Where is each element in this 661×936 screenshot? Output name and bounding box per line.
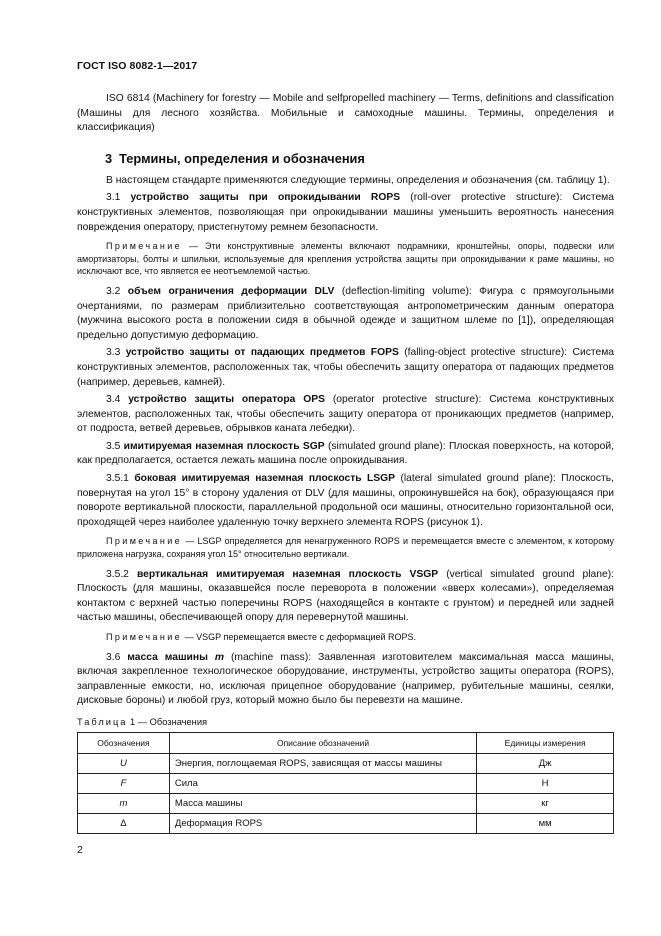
term-name: имитируемая наземная плоскость SGP	[123, 440, 325, 452]
term-3-4	[77, 393, 614, 437]
term-name: вертикальная имитируемая наземная плоскость VSGP	[136, 568, 439, 580]
description-cell: Сила	[169, 773, 476, 793]
note-3	[77, 631, 614, 644]
note-1	[77, 240, 614, 278]
column-header-symbol: Обозначения	[78, 732, 170, 753]
term-3-5-2	[77, 568, 614, 626]
note-2	[77, 535, 614, 560]
term-definition: (falling-object protective structure): Система конструктивных элементов, расположенных так, чтобы обеспечить защиту оператора от падающих предметов (например, деревьев, камней).	[77, 347, 614, 388]
term-number: 3.5.2	[106, 568, 129, 580]
table-row	[78, 773, 614, 793]
note-label: Примечание	[106, 536, 183, 547]
table-header-row	[78, 732, 614, 753]
term-definition: (machine mass): Заявленная изготовителем максимальная масса машины, включая закрепленное технологическое оборудование, инструменты, устройство защиты оператора (ROPS), заправленные емкости, но, исключая прицепное оборудование (например, рубительные машины, сеялки, дисковые бороны) и любой груз, который можно было бы перевезти на машине.	[77, 651, 614, 707]
symbol-cell: U	[78, 753, 170, 773]
term-3-1	[77, 191, 614, 235]
symbol-cell: m	[78, 793, 170, 813]
term-number: 3.6	[106, 651, 121, 663]
term-number: 3.5.1	[106, 473, 129, 485]
unit-cell: Дж	[477, 753, 614, 773]
page-number: 2	[77, 844, 83, 856]
term-number: 3.4	[106, 394, 121, 406]
note-label: Примечание	[106, 241, 183, 252]
unit-cell: кг	[477, 793, 614, 813]
term-name: устройство защиты от падающих предметов FOPS	[125, 347, 399, 359]
term-number: 3.5	[106, 440, 121, 452]
unit-cell: мм	[477, 813, 614, 833]
term-definition: (deflection-limiting volume): Фигура с прямоугольными очертаниями, по размерам приблизительно соответствующая антропометрическим данным оператора (мужчина высокого роста в положении сидя в обычной одежде и защитном шлеме по [1]), определяющая предельно допустимую деформацию.	[77, 285, 614, 341]
lead-paragraph: В настоящем стандарте применяются следующие термины, определения и обозначения (см. таблицу 1).	[106, 174, 610, 186]
term-number: 3.1	[106, 192, 121, 204]
content	[77, 92, 614, 834]
term-definition: (lateral simulated ground plane): Плоскость, повернутая на угол 15° в сторону удаления от DLV (для машины, опрокинувшейся на бок), образующаяся при повороте вертикальной плоскости, параллельной продольной оси машины, относительно горизонтальной оси, проходящей через наиболее удаленную точку верхнего элемента ROPS (рисунок 1).	[77, 473, 614, 528]
reference-iso6814: ISO 6814 (Machinery for forestry — Mobile and selfpropelled machinery — Terms, definitions and classification (Машины для лесного хозяйства. Мобильные и самоходные машины. Термины, определения и классификация)	[77, 93, 614, 134]
term-number: 3.2	[106, 285, 121, 297]
note-text: — LSGP определяется для ненагруженного ROPS и перемещается вместе с элементом, к которому приложена нагрузка, сохраняя угол 15° относительно вертикали.	[77, 536, 614, 560]
term-name: устройство защиты при опрокидывании ROPS	[130, 192, 401, 204]
description-cell: Масса машины	[169, 793, 476, 813]
term-name: масса машины	[127, 651, 208, 663]
column-header-units: Единицы измерения	[477, 732, 614, 753]
symbol-cell: F	[78, 773, 170, 793]
term-3-5-1	[77, 472, 614, 530]
document-header: ГОСТ ISO 8082-1—2017	[77, 60, 198, 72]
column-header-description: Описание обозначений	[169, 732, 476, 753]
symbol-cell: Δ	[78, 813, 170, 833]
term-name: объем ограничения деформации DLV	[127, 285, 335, 297]
term-symbol: m	[214, 651, 224, 663]
table-caption	[77, 717, 614, 727]
term-3-6	[77, 651, 614, 709]
term-number: 3.3	[106, 347, 121, 359]
table-caption-text: 1 — Обозначения	[130, 716, 208, 727]
term-3-5	[77, 440, 614, 469]
note-text: — Эти конструктивные элементы включают подрамники, кронштейны, опоры, подвески или амортизаторы, болты и шпильки, используемые для крепления устройства защиты при опрокидывании к раме машины, но исключают все, что является ее неотъемлемой частью.	[77, 241, 614, 277]
section-number: 3	[105, 150, 113, 166]
term-name: боковая имитируемая наземная плоскость LSGP	[134, 473, 396, 485]
term-name: устройство защиты оператора OPS	[128, 394, 325, 406]
table-caption-label: Таблица	[77, 716, 128, 727]
description-cell: Энергия, поглощаемая ROPS, зависящая от массы машины	[169, 753, 476, 773]
description-cell: Деформация ROPS	[169, 813, 476, 833]
note-text: — VSGP перемещается вместе с деформацией ROPS.	[184, 632, 417, 642]
term-definition: (roll-over protective structure): Система конструктивных элементов, позволяющая при опрокидывании машины уменьшить вероятность нанесения повреждения оператору, пристегнутому ремнем безопасности.	[77, 192, 614, 233]
section-heading	[105, 151, 614, 166]
table-row	[78, 813, 614, 833]
term-3-2	[77, 285, 614, 343]
symbols-table	[77, 732, 614, 834]
term-definition: (simulated ground plane): Плоская поверхность, на которой, как предполагается, остается лежать машина после опрокидывания.	[77, 440, 614, 467]
unit-cell: Н	[477, 773, 614, 793]
table-row	[78, 753, 614, 773]
note-label: Примечание	[106, 632, 183, 642]
term-3-3	[77, 346, 614, 390]
term-definition: (operator protective structure): Система конструктивных элементов, расположенных так, чтобы обеспечить защиту оператора от проникающих предметов (например, от подроста, ветвей деревьев, обрывков каната лебедки).	[77, 394, 614, 435]
table-row	[78, 793, 614, 813]
term-definition: (vertical simulated ground plane): Плоскость (для машины, оказавшейся после переворота в положении «вверх колесами»), определяемая контактом с верхней частью поперечины ROPS (находящейся в контакте с грунтом) и передней или задней частью машины, обеспечивающей опору для перевернутой машины.	[77, 568, 614, 624]
section-title: Термины, определения и обозначения	[119, 150, 365, 166]
